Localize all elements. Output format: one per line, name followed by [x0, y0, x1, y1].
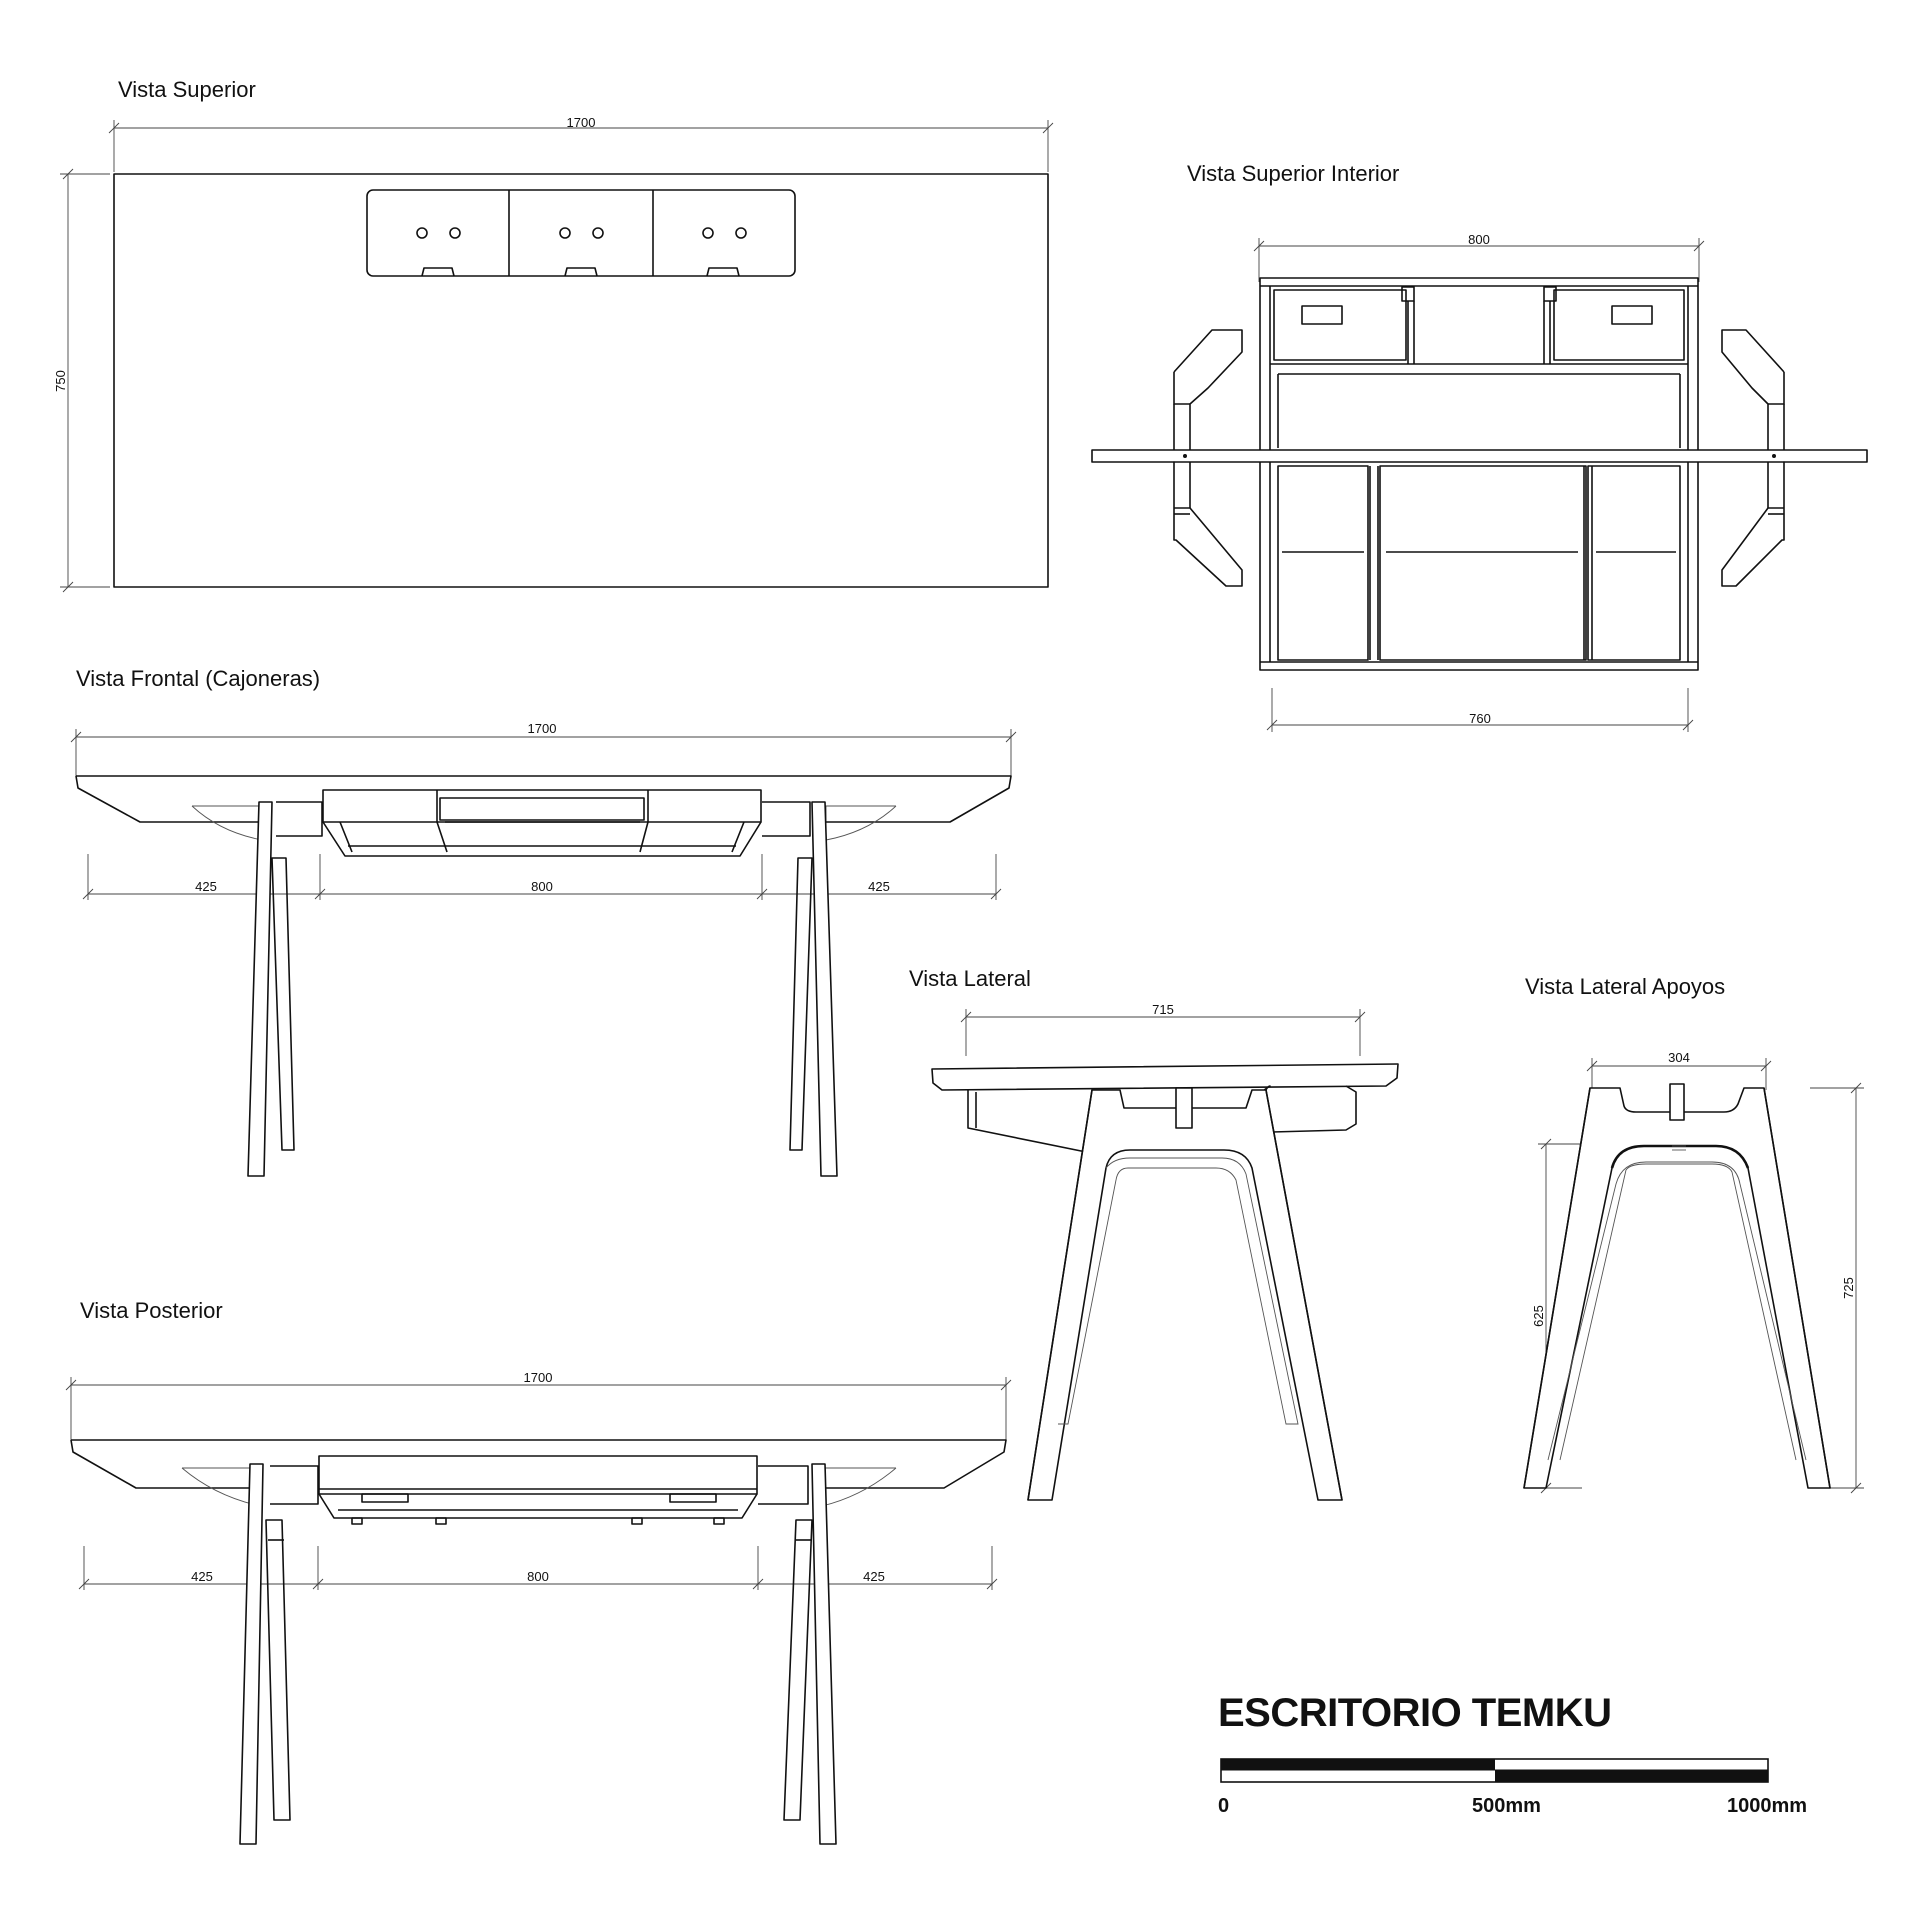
front-bracket-right	[826, 806, 896, 840]
view-front	[71, 666, 1016, 1176]
front-bracket-left	[192, 806, 262, 840]
dimension-rear-parts	[79, 1546, 997, 1590]
rear-leg-right	[784, 1464, 836, 1844]
front-drawer-unit	[323, 790, 761, 856]
interior-crossbar	[1092, 450, 1867, 462]
view-top-interior	[1092, 161, 1867, 732]
dim-front-width-label: 1700	[527, 721, 557, 736]
dim-rear-width-label: 1700	[523, 1370, 553, 1385]
desk-top-outline	[114, 174, 1048, 587]
dim-top-depth-label: 750	[53, 370, 68, 392]
dim-front-right-label: 425	[868, 879, 890, 894]
dim-support-width-label: 304	[1668, 1050, 1690, 1065]
rear-rail-left	[270, 1466, 318, 1504]
dimension-interior-top	[1254, 232, 1704, 282]
dim-interior-top-label: 800	[1468, 232, 1490, 247]
scale-label-1000: 1000mm	[1727, 1795, 1808, 1817]
view-support	[1524, 974, 1864, 1493]
dim-support-height-label: 725	[1841, 1277, 1856, 1299]
view-support-title: Vista Lateral Apoyos	[1525, 974, 1726, 999]
side-leg-frame	[1028, 1086, 1342, 1500]
scale-bar	[1218, 1759, 1807, 1817]
view-top	[53, 77, 1053, 592]
dim-side-width-label: 715	[1152, 1002, 1174, 1017]
side-rear-block	[1272, 1086, 1356, 1132]
front-rail-left	[276, 802, 322, 836]
view-rear-title: Vista Posterior	[80, 1298, 223, 1323]
interior-drawers	[1274, 287, 1684, 364]
side-desk-top	[932, 1064, 1398, 1090]
dim-rear-right-label: 425	[863, 1569, 885, 1584]
dimension-front-parts	[83, 854, 1001, 900]
dim-top-width-label: 1700	[566, 115, 596, 130]
crossbar-bolt-left	[1183, 454, 1187, 458]
view-top-title: Vista Superior	[118, 77, 256, 102]
view-rear	[66, 1298, 1011, 1844]
scale-label-500: 500mm	[1472, 1795, 1541, 1817]
dimension-rear-width	[66, 1370, 1011, 1440]
view-side	[909, 966, 1398, 1500]
front-leg-right	[790, 802, 837, 1176]
dimension-top-depth	[53, 169, 110, 592]
dimension-front-width	[71, 721, 1016, 778]
rear-leg-left	[240, 1464, 290, 1844]
dim-front-left-label: 425	[195, 879, 217, 894]
crossbar-bolt-right	[1772, 454, 1776, 458]
dimension-top-width	[109, 115, 1053, 172]
dim-interior-bottom-label: 760	[1469, 711, 1491, 726]
view-side-title: Vista Lateral	[909, 966, 1031, 991]
front-rail-right	[762, 802, 810, 836]
rear-drawer-unit	[319, 1456, 757, 1524]
view-front-title: Vista Frontal (Cajoneras)	[76, 666, 321, 691]
dim-front-center-label: 800	[531, 879, 553, 894]
rear-bracket-right	[822, 1468, 896, 1506]
drawer-tray-top	[367, 190, 795, 276]
dim-rear-left-label: 425	[191, 1569, 213, 1584]
front-leg-left	[248, 802, 294, 1176]
side-drawer-under	[968, 1090, 1090, 1152]
view-top-interior-title: Vista Superior Interior	[1187, 161, 1400, 186]
dimension-interior-bottom	[1267, 688, 1693, 732]
support-frame	[1524, 1084, 1830, 1488]
interior-frame	[1260, 278, 1698, 670]
interior-shelves	[1278, 466, 1680, 660]
dimension-side-width	[961, 1002, 1365, 1056]
dim-rear-center-label: 800	[527, 1569, 549, 1584]
scale-label-0: 0	[1218, 1795, 1230, 1817]
drawing-title: ESCRITORIO TEMKU	[1218, 1691, 1612, 1735]
rear-rail-right	[758, 1466, 808, 1504]
dim-support-inner-height-label: 625	[1531, 1305, 1546, 1327]
